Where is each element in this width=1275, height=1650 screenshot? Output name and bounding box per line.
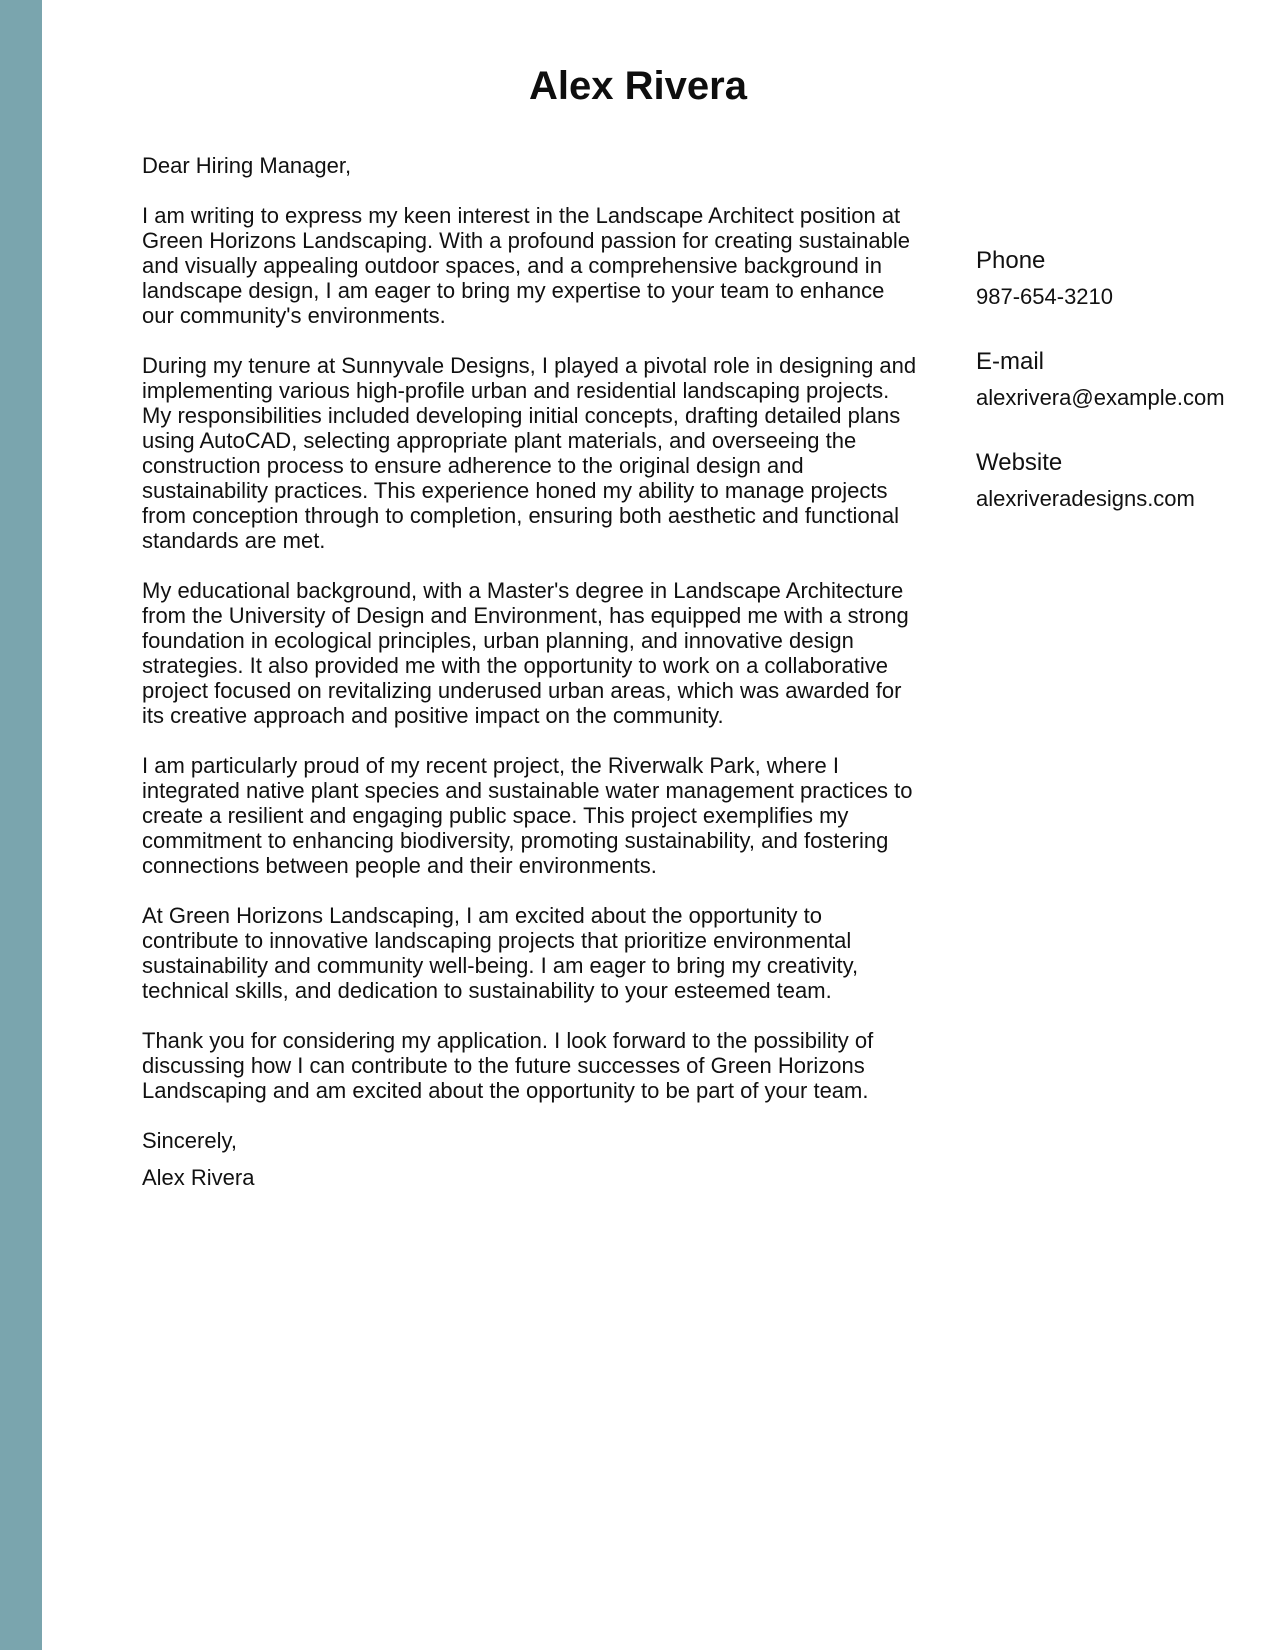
phone-value: 987-654-3210: [976, 284, 1114, 309]
paragraph-thanks: Thank you for considering my application. I look forward to the possibility of discussing how I can contribute to the future successes of Green Horizons Landscaping and am excited about the opportunity to be part of your team.: [142, 1028, 874, 1103]
signature: Alex Rivera: [142, 1165, 255, 1190]
side-color-band: [0, 0, 42, 1650]
paragraph-experience: During my tenure at Sunnyvale Designs, I played a pivotal role in designing and implementing various high-profile urban and residential landscaping projects. My responsibilities included developing initial concepts, drafting detailed plans using AutoCAD, selecting appropriate plant materials, and overseeing the construction process to ensure adherence to the original design and sustainability practices. This experience honed my ability to manage projects from conception through to completion, ensuring both aesthetic and functional standards are met.: [142, 353, 917, 553]
letter-body: [142, 153, 922, 1190]
paragraph-education: My educational background, with a Master's degree in Landscape Architecture from the University of Design and Environment, has equipped me with a strong foundation in ecological principles, urban planning, and innovative design strategies. It also provided me with the opportunity to work on a collaborative project focused on revitalizing underused urban areas, which was awarded for its creative approach and positive impact on the community.: [142, 578, 909, 728]
contact-website: [976, 448, 1226, 511]
website-value[interactable]: alexriveradesigns.com: [976, 486, 1195, 511]
applicant-name: Alex Rivera: [529, 64, 747, 108]
paragraph-project: I am particularly proud of my recent project, the Riverwalk Park, where I integrated native plant species and sustainable water management practices to create a resilient and engaging public space. This project exemplifies my commitment to enhancing biodiversity, promoting sustainability, and fostering connections between people and their environments.: [142, 753, 913, 878]
salutation: Dear Hiring Manager,: [142, 153, 352, 178]
phone-label: Phone: [976, 247, 1046, 274]
paragraph-motivation: At Green Horizons Landscaping, I am excited about the opportunity to contribute to innovative landscaping projects that prioritize environmental sustainability and community well-being. I am eager to bring my creativity, technical skills, and dedication to sustainability to your esteemed team.: [142, 903, 859, 1003]
website-label: Website: [976, 449, 1063, 476]
email-label: E-mail: [976, 348, 1045, 375]
contact-sidebar: [976, 246, 1226, 549]
contact-phone: [976, 246, 1226, 309]
closing: Sincerely,: [142, 1128, 237, 1153]
paragraph-intro: I am writing to express my keen interest in the Landscape Architect position at Green Horizons Landscaping. With a profound passion for creating sustainable and visually appealing outdoor spaces, and a comprehensive background in landscape design, I am eager to bring my expertise to your team to enhance our community's environments.: [142, 203, 911, 328]
contact-email: [976, 347, 1226, 410]
email-value[interactable]: alexrivera@example.com: [976, 385, 1225, 410]
